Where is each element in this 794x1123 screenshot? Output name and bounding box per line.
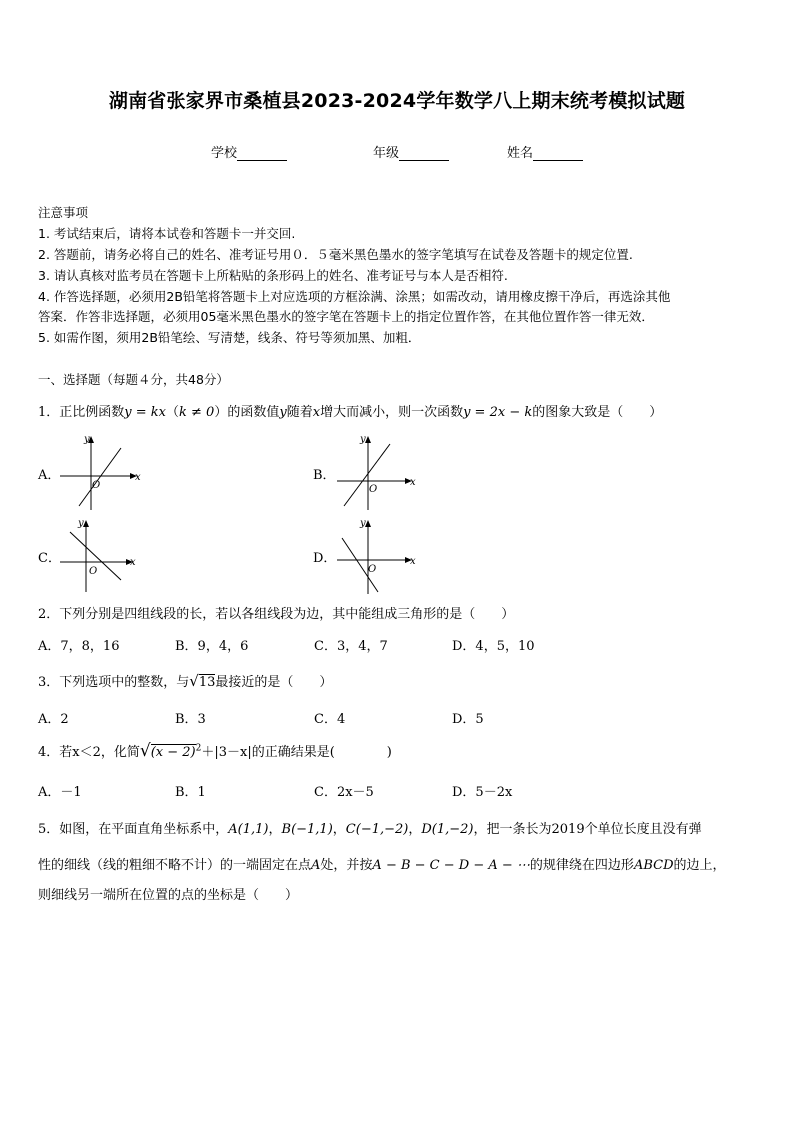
q5-text: 的规律绕在四边形	[529, 858, 634, 873]
q1-text: 增大而减小，则一次函数	[320, 405, 464, 420]
grade-blank	[399, 147, 449, 161]
q1-text: 随着	[286, 405, 313, 420]
point-a: A(1,1)	[228, 822, 269, 837]
question-3-stem	[38, 671, 332, 690]
name-blank	[533, 147, 583, 161]
grade-field	[373, 142, 449, 161]
q1-text: 的图象大致是（ ）	[532, 405, 663, 420]
q1-formula: y = kx	[124, 405, 166, 420]
point-b: B(−1,1)	[281, 822, 333, 837]
q5-text: 性的细线（线的粗细不略不计）的一端固定在点	[38, 858, 312, 873]
q1-formula: x	[312, 405, 321, 420]
exam-title: 湖南省张家界市桑植县2023-2024学年数学八上期末统考模拟试题	[108, 90, 686, 112]
q1-formula: k ≠ 0	[179, 405, 215, 420]
q5-text: 的边上，	[673, 858, 726, 873]
question-1-stem	[38, 401, 662, 420]
q2-option-c: C．3，4，7	[314, 639, 388, 654]
school-label: 学校	[211, 146, 238, 161]
point-c: C(−1,−2)	[345, 822, 409, 837]
y-axis-label: y	[360, 518, 366, 529]
q3-option-c: C．4	[314, 712, 346, 727]
q2-option-b: B．9，4，6	[175, 639, 249, 654]
school-field	[211, 142, 287, 161]
question-5-line-2	[38, 854, 726, 873]
q4-option-d: D．5－2x	[452, 785, 513, 800]
sqrt-13: √13	[189, 672, 216, 690]
note-item: 1. 考试结束后，请将本试卷和答题卡一并交回.	[38, 226, 296, 241]
q4-text: 4．若x＜2，化简	[38, 745, 140, 760]
note-item: 答案．作答非选择题，必须用05毫米黑色墨水的签字笔在答题卡上的指定位置作答，在其他位置作答一律无效．	[38, 309, 654, 324]
origin-label: O	[92, 480, 101, 491]
x-axis-label: x	[410, 556, 416, 567]
q4-exponent: 2	[195, 743, 202, 754]
q5-path: A − B − C − D − A − ⋯	[372, 858, 530, 873]
grade-label: 年级	[373, 146, 400, 161]
q4-radicand: (x − 2)	[150, 745, 196, 760]
note-item: 5. 如需作图，须用2B铅笔绘、写清楚，线条、符号等须加黑、加粗．	[38, 330, 421, 345]
origin-label: O	[368, 564, 377, 575]
q1-option-d-label: D．	[313, 551, 337, 566]
origin-label: O	[369, 484, 378, 495]
q5-text: ，把一条长为2019个单位长度且没有弹	[473, 822, 702, 837]
q4-option-b: B．1	[175, 785, 206, 800]
question-4-stem	[38, 741, 392, 761]
q4-option-a: A．－1	[38, 785, 82, 800]
sqrt-expression: $√(x - 2)^2$	[139, 741, 202, 761]
note-item: 2. 答题前，请务必将自己的姓名、准考证号用０．５毫米黑色墨水的签字笔填写在试卷及答题卡的规定位置.	[38, 247, 633, 262]
q2-option-a: A．7，8，16	[38, 639, 120, 654]
q3-option-b: B．3	[175, 712, 206, 727]
q1-graph-a	[55, 430, 145, 512]
note-item: 3. 请认真核对监考员在答题卡上所粘贴的条形码上的姓名、准考证号与本人是否相符.	[38, 268, 508, 283]
question-5-line-1: 5．如图，在平面直角坐标系中，A(1,1)，B(−1,1)，C(−1,−2)，D(1,−2)，把一条长为2019个单位长度且没有弹	[38, 822, 702, 837]
q4-text: ＋|3－x|的正确结果是( )	[201, 745, 392, 760]
x-axis-label: x	[130, 557, 136, 568]
q1-option-a-label: A．	[38, 468, 61, 483]
name-field	[507, 142, 583, 161]
q5-quadrilateral: ABCD	[633, 858, 674, 873]
q3-radicand: 13	[198, 675, 216, 690]
notes-heading: 注意事项	[38, 205, 89, 220]
y-axis-label: y	[84, 434, 90, 445]
q1-text: （	[166, 405, 180, 420]
q4-option-c: C．2x－5	[314, 785, 374, 800]
q3-text: 3．下列选项中的整数，与	[38, 675, 190, 690]
q1-graph-c	[55, 514, 145, 596]
question-5-line-3: 则细线另一端所在位置的点的坐标是（ ）	[38, 888, 299, 903]
y-axis-label: y	[78, 518, 84, 529]
q5-point: A	[311, 858, 321, 873]
q3-option-d: D．5	[452, 712, 484, 727]
q1-text: ）的函数值	[214, 405, 280, 420]
school-blank	[237, 147, 287, 161]
q1-formula: y	[279, 405, 287, 420]
q3-option-a: A．2	[38, 712, 69, 727]
q1-option-c-label: C．	[38, 551, 61, 566]
y-axis-label: y	[360, 434, 366, 445]
section-heading: 一、选择题（每题４分，共48分）	[38, 372, 229, 387]
origin-label: O	[89, 566, 98, 577]
x-axis-label: x	[410, 477, 416, 488]
q1-option-b-label: B．	[313, 468, 336, 483]
q1-graph-b	[332, 430, 422, 512]
q5-text: 5．如图，在平面直角坐标系中，	[38, 822, 229, 837]
question-2-stem: 2．下列分别是四组线段的长，若以各组线段为边，其中能组成三角形的是（ ）	[38, 607, 515, 622]
name-label: 姓名	[507, 146, 534, 161]
note-item: 4. 作答选择题，必须用2B铅笔将答题卡上对应选项的方框涂满、涂黑；如需改动，请用橡皮擦干净后，再选涂其他	[38, 289, 671, 304]
point-d: D(1,−2)	[421, 822, 474, 837]
q2-option-d: D．4，5，10	[452, 639, 535, 654]
q5-text: 处，并按	[320, 858, 373, 873]
q1-text: 1．正比例函数	[38, 405, 125, 420]
q1-formula: y = 2x − k	[463, 405, 533, 420]
q3-text: 最接近的是（ ）	[215, 675, 333, 690]
q1-graph-d	[332, 514, 422, 596]
x-axis-label: x	[135, 472, 141, 483]
